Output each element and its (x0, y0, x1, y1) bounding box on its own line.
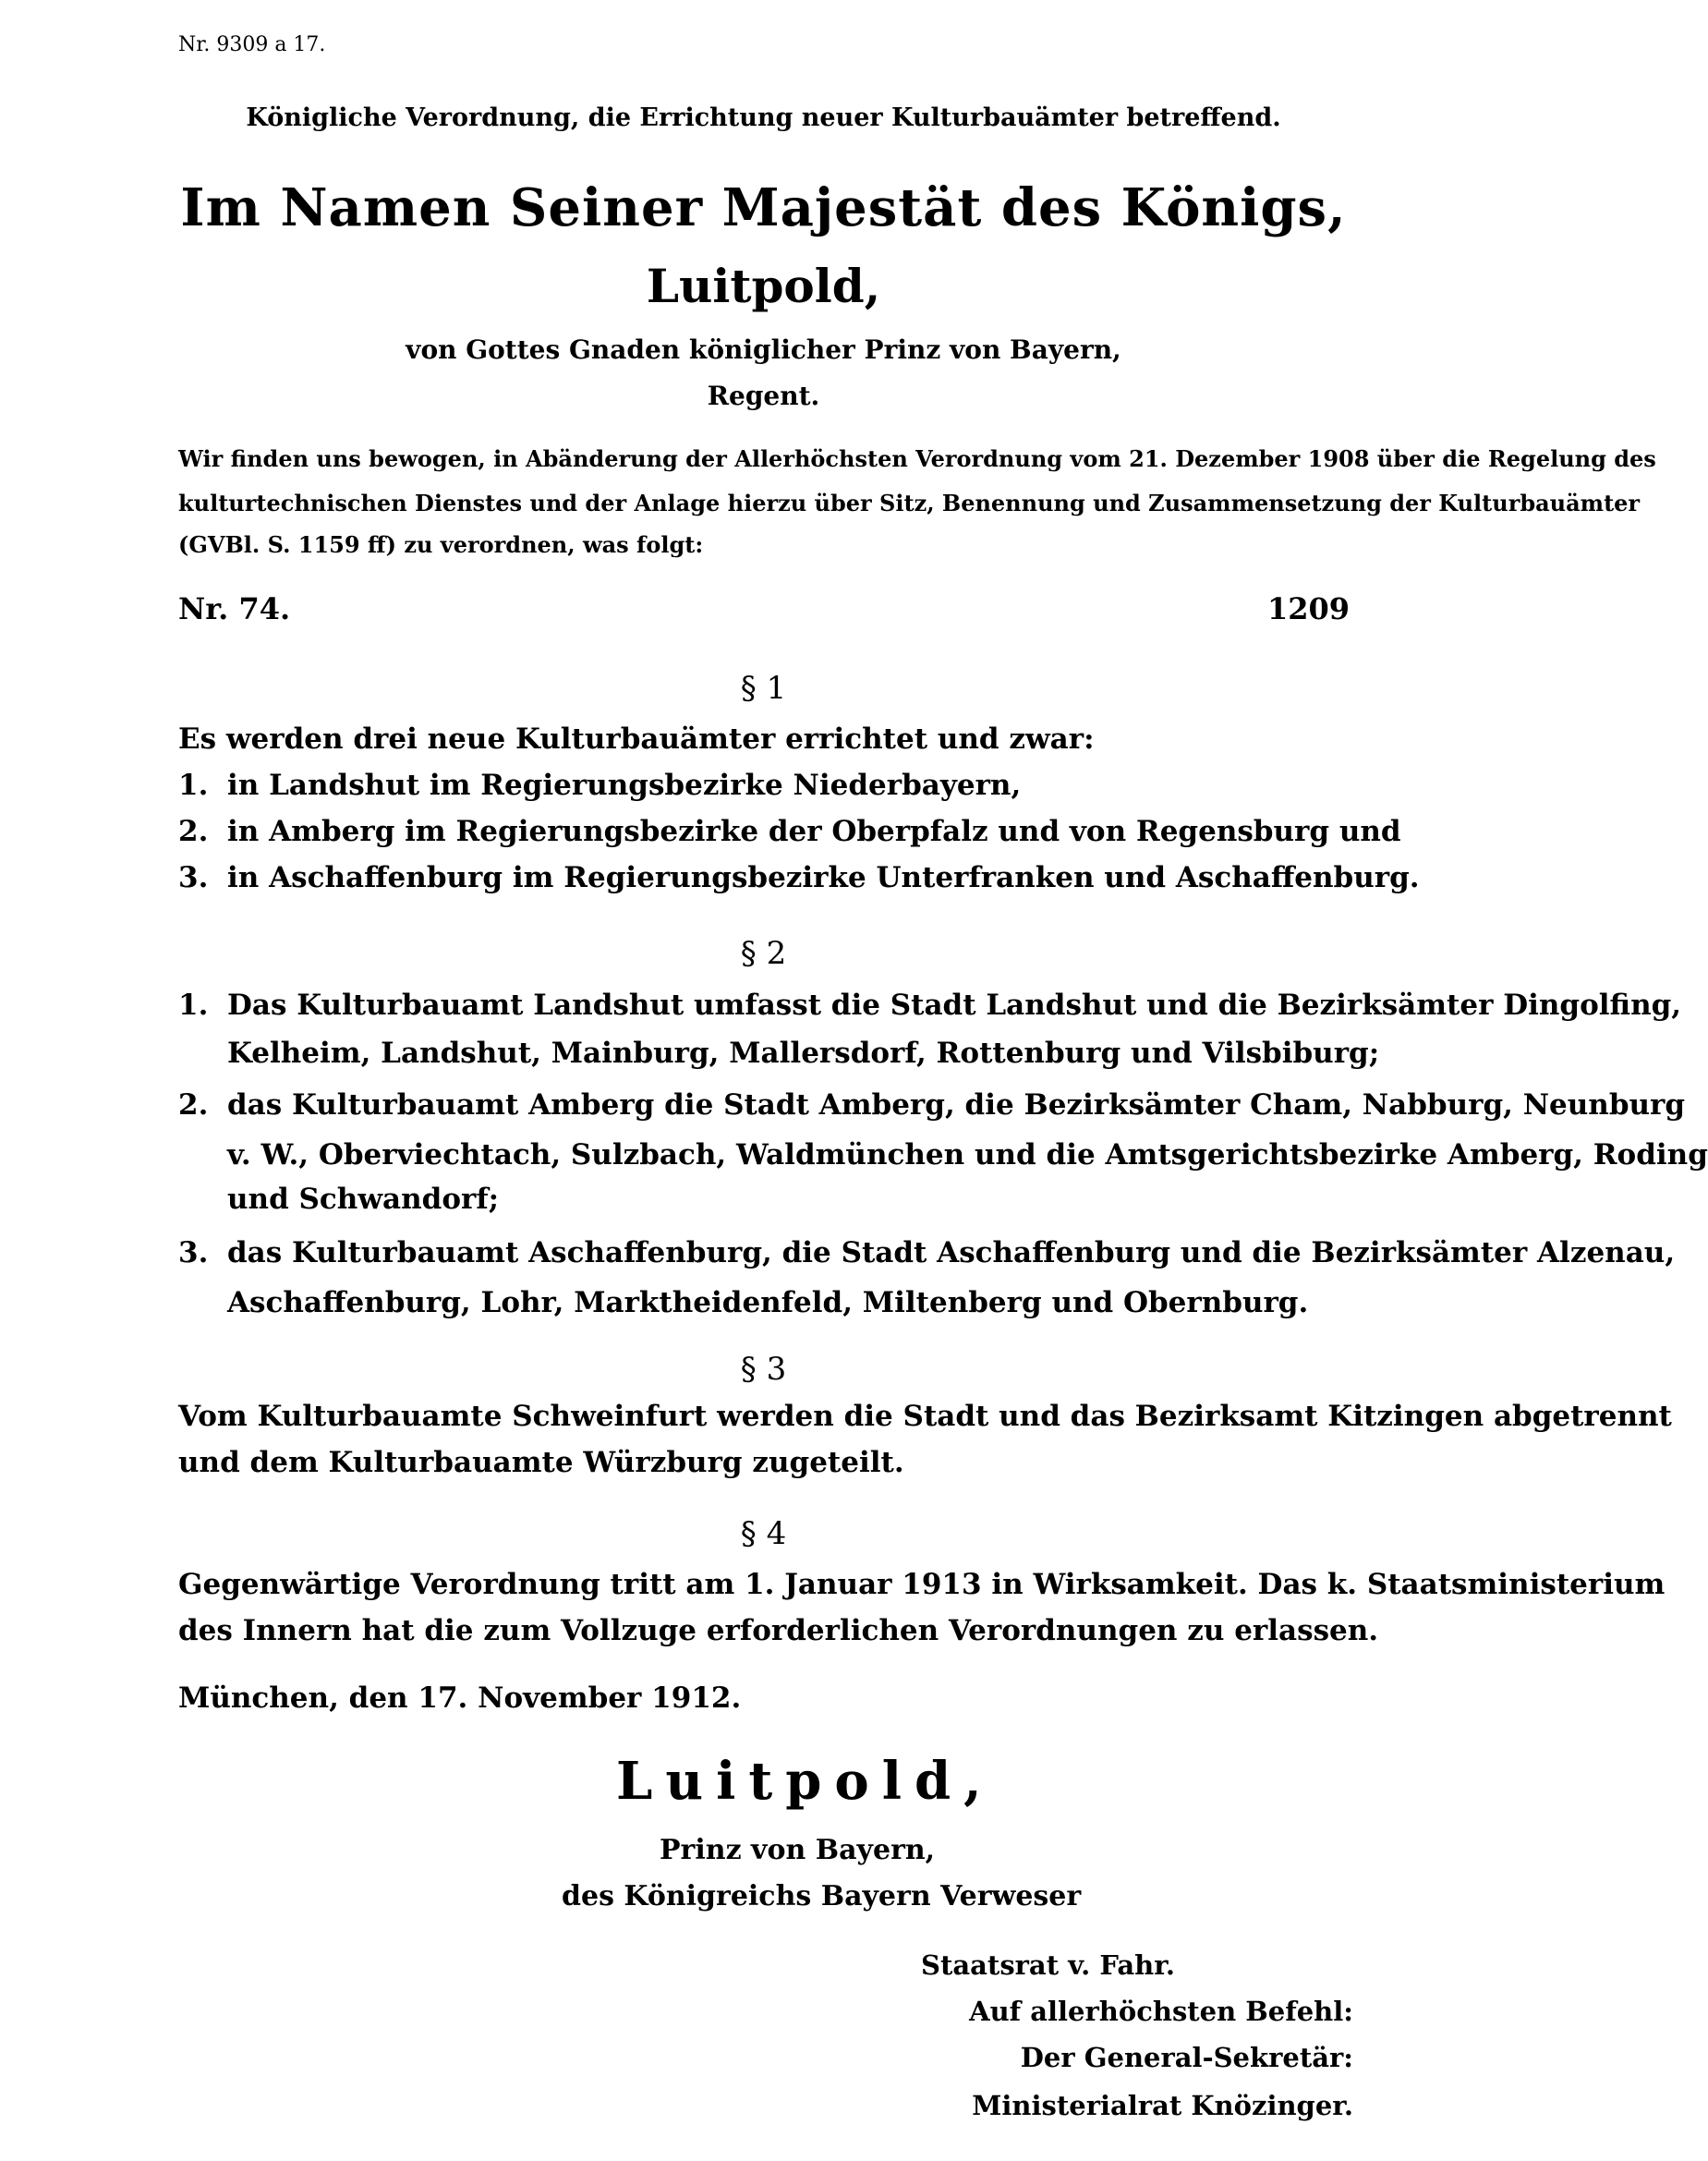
section-4-line: Gegenwärtige Verordnung tritt am 1. Januar 1913 in Wirksamkeit. Das k. Staatsministerium (178, 1568, 1666, 1601)
section-1-intro: Es werden drei neue Kulturbauämter errichtet und zwar: (178, 722, 1095, 756)
section-2-item-line: und Schwandorf; (227, 1183, 500, 1216)
countersignature-line: Auf allerhöchsten Befehl: (969, 1996, 1353, 2027)
section-1-item-text: in Amberg im Regierungsbezirke der Oberpfalz und von Regensburg und (227, 815, 1401, 848)
countersignature-line: Der General-Sekretär: (1020, 2042, 1353, 2073)
countersignature-line: Ministerialrat Knözinger. (972, 2090, 1353, 2121)
royal-heading: Im Namen Seiner Majestät des Königs, (180, 177, 1347, 238)
document-subject: Königliche Verordnung, die Errichtung neuer Kulturbauämter betreffend. (246, 103, 1281, 132)
section-1-title: § 1 (740, 670, 787, 707)
section-2-title: § 2 (740, 935, 787, 972)
section-1-item-text: in Landshut im Regierungsbezirke Niederbayern, (227, 769, 1022, 802)
section-2-item-number: 3. (178, 1236, 209, 1269)
section-2-item-number: 1. (178, 989, 209, 1022)
countersignature-line: Staatsrat v. Fahr. (921, 1949, 1175, 1981)
place-and-date: München, den 17. November 1912. (178, 1681, 742, 1715)
gazette-number: Nr. 74. (178, 591, 291, 626)
section-4-line: des Innern hat die zum Vollzuge erforderlichen Verordnungen zu erlassen. (178, 1614, 1379, 1647)
section-2-item-line: das Kulturbauamt Aschaffenburg, die Stadt Aschaffenburg und die Bezirksämter Alzenau, (227, 1236, 1676, 1269)
page-number: 1209 (1267, 591, 1351, 626)
signature-title: des Königreichs Bayern Verweser (562, 1880, 1082, 1912)
section-4-title: § 4 (740, 1515, 787, 1552)
section-3-line: Vom Kulturbauamte Schweinfurt werden die Stadt und das Bezirksamt Kitzingen abgetrennt (178, 1400, 1672, 1433)
section-2-item-number: 2. (178, 1088, 209, 1122)
section-1-item-number: 2. (178, 815, 209, 848)
monarch-name: Luitpold, (646, 259, 881, 313)
preamble-line: Wir finden uns bewogen, in Abänderung der Allerhöchsten Verordnung vom 21. Dezember 1908 über die Regelung des (178, 445, 1656, 472)
section-2-item-line: v. W., Oberviechtach, Sulzbach, Waldmünchen und die Amtsgerichtsbezirke Amberg, Roding (227, 1138, 1708, 1172)
signature-title: Prinz von Bayern, (660, 1834, 936, 1866)
section-1-item-number: 1. (178, 769, 209, 802)
section-1-item-number: 3. (178, 861, 209, 894)
section-2-item-line: das Kulturbauamt Amberg die Stadt Amberg, die Bezirksämter Cham, Nabburg, Neunburg (227, 1088, 1686, 1122)
signature-name: Luitpold, (616, 1751, 995, 1812)
monarch-title: von Gottes Gnaden königlicher Prinz von Bayern, (406, 334, 1121, 365)
preamble-line: (GVBl. S. 1159 ff) zu verordnen, was folgt: (178, 531, 704, 558)
section-2-item-line: Das Kulturbauamt Landshut umfasst die Stadt Landshut und die Bezirksämter Dingolfing, (227, 989, 1682, 1022)
preamble-line: kulturtechnischen Dienstes und der Anlage hierzu über Sitz, Benennung und Zusammensetzung der Kulturbauämter (178, 490, 1641, 516)
document-reference: Nr. 9309 a 17. (178, 33, 326, 56)
section-3-line: und dem Kulturbauamte Würzburg zugeteilt. (178, 1446, 904, 1479)
section-1-item-text: in Aschaffenburg im Regierungsbezirke Unterfranken und Aschaffenburg. (227, 861, 1420, 894)
section-2-item-line: Kelheim, Landshut, Mainburg, Mallersdorf, Rottenburg und Vilsbiburg; (227, 1037, 1380, 1070)
regent-label: Regent. (707, 381, 820, 411)
section-3-title: § 3 (740, 1351, 787, 1388)
section-2-item-line: Aschaffenburg, Lohr, Marktheidenfeld, Miltenberg und Obernburg. (227, 1286, 1309, 1319)
